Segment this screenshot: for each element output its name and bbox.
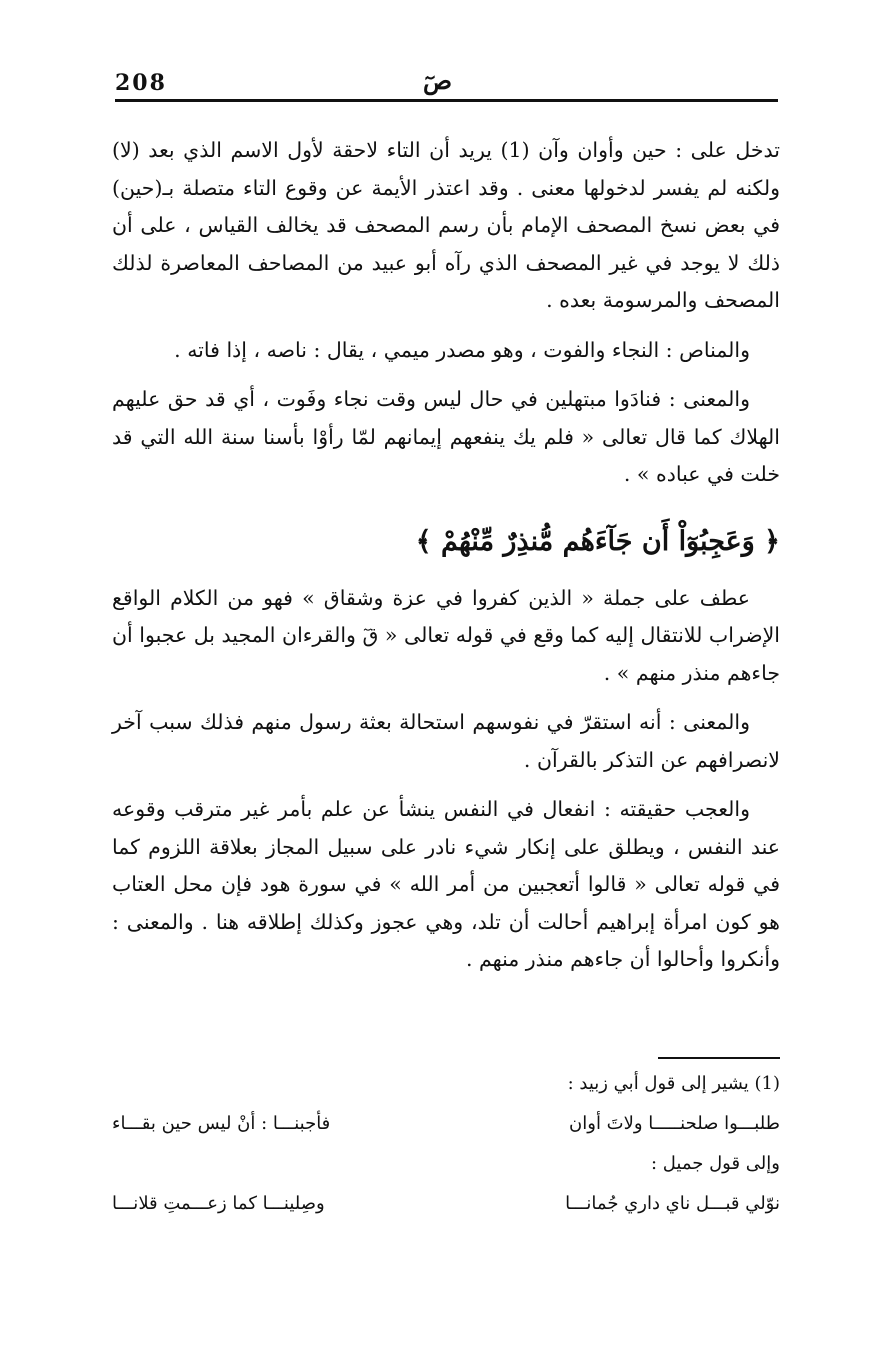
paragraph: تدخل على : حين وأوان وآن (1) يريد أن التاء لاحقة لأول الاسم الذي بعد (لا) ولكنه لم يفسر لدخولها معنى . وقد اعتذر الأيمة عن وقوع التاء متصلة بـ(حين) في بعض نسخ المصحف الإمام بأن رسم المصحف قد يخالف القياس ، على أن ذلك لا يوجد في غير المصحف الذي رآه أبو عبيد من المصاحف المعاصرة لذلك المصحف والمرسومة بعده . [112,138,780,312]
footnotes [112,1064,780,1224]
footnote-rule [658,1057,780,1059]
paragraph: والعجب حقيقته : انفعال في النفس ينشأ عن علم بأمر غير مترقب وقوعه عند النفس ، ويطلق على إنكار شيء نادر على سبيل المجاز بعلاقة اللزوم كما في قوله تعالى « قالوا أتعجبين من أمر الله » في سورة هود فإن محل العتاب هو كون امرأة إبراهيم أحالت أن تلد، وهي عجوز وكذلك إطلاقه هنا . والمعنى : وأنكروا وأحالوا أن جاءهم منذر منهم . [112,797,780,971]
hemistich-first: طلبـــوا صلحنـــــا ولاتَ أوان [569,1113,780,1134]
page-header [115,62,778,100]
page-number: 208 [115,70,167,96]
quran-verse: ﴿ وَعَجِبُوٓاْ أَن جَآءَهُم مُّنذِرٌ مِّنْهُمْ ﴾ [415,525,780,557]
paragraph: والمناص : النجاء والفوت ، وهو مصدر ميمي ، يقال : ناصه ، إذا فاته . [174,337,750,362]
running-head: صٓ [423,66,453,95]
paragraph: والمعنى : أنه استقرّ في نفوسهم استحالة بعثة رسول منهم فذلك سبب آخر لانصرافهم عن التذكر بالقرآن . [112,710,780,772]
header-rule [115,99,778,102]
poem-verse [112,1184,780,1224]
hemistich-second: وصِلينـــا كما زعـــمتِ قلانـــا [112,1193,325,1214]
paragraph: عطف على جملة « الذين كفروا في عزة وشقاق » فهو من الكلام الواقع الإضراب للانتقال إليه كما وقع في قوله تعالى « قٓ والقرءان المجيد بل عجبوا أن جاءهم منذر منهم » . [112,585,780,685]
paragraph: والمعنى : فنادَوا مبتهلين في حال ليس وقت نجاء وفَوت ، أي قد حق عليهم الهلاك كما قال تعالى « فلم يك ينفعهم إيمانهم لمّا رأوْا بأسنا سنة الله التي قد خلت في عباده » . [112,387,780,486]
hemistich-first: نوّلي قبـــل ناي داري جُمانـــا [565,1193,780,1214]
footnote-intro: (1) يشير إلى قول أبي زبيد : [567,1073,780,1094]
hemistich-second: فأجبنـــا : أنْ ليس حين بقـــاء [112,1113,331,1134]
main-text [112,132,780,991]
footnote-intro: وإلى قول جميل : [651,1153,780,1174]
poem-verse [112,1104,780,1144]
